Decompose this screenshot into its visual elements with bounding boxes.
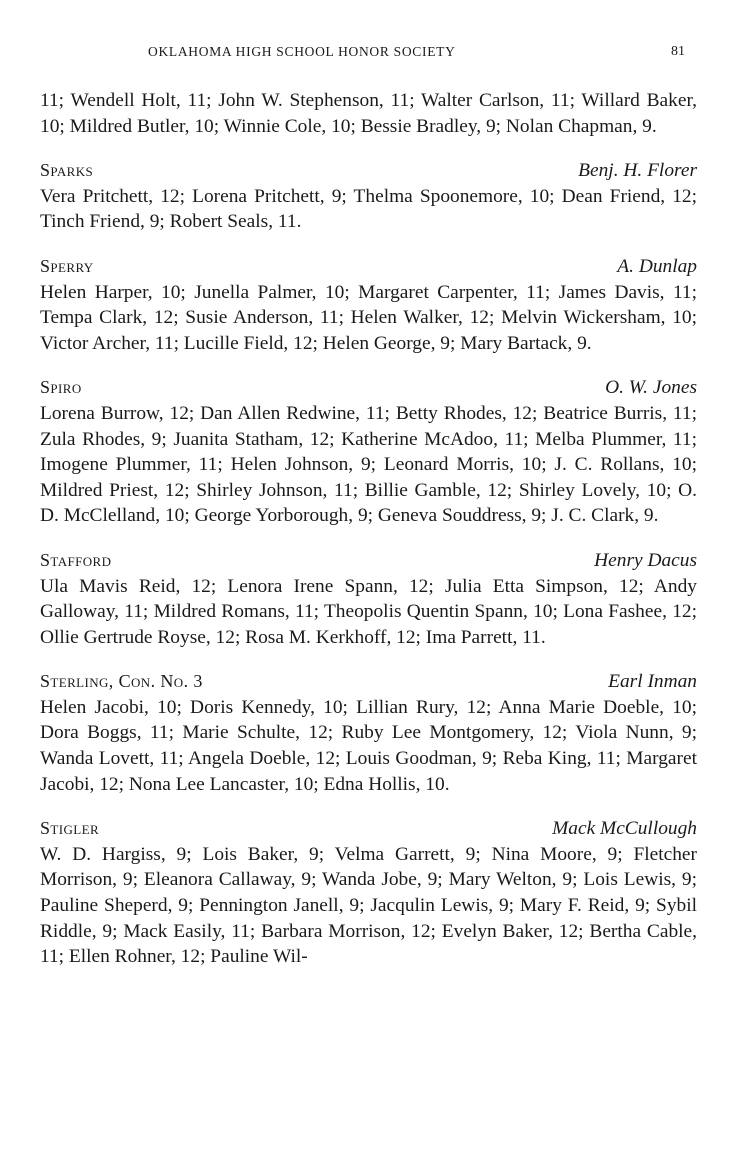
sponsor-name: Benj. H. Florer	[578, 160, 697, 182]
sponsor-name: A. Dunlap	[617, 255, 697, 277]
member-list: Helen Jacobi, 10; Doris Kennedy, 10; Lillian Rury, 12; Anna Marie Doeble, 10; Dora Boggs, 11; Marie Schulte, 12; Ruby Lee Montgomery, 12; Viola Nunn, 9; Wanda Lovett, 11; Angela Doeble, 12; Louis Goodman, 9; Reba King, 11; Margaret Jacobi, 12; Nona Lee Lancaster, 10; Edna Hollis, 10.	[40, 696, 697, 795]
school-header	[40, 375, 697, 401]
school-name: Sparks	[40, 160, 94, 181]
sponsor-name: Mack McCullough	[552, 818, 697, 840]
school-entry-sperry	[40, 254, 697, 356]
school-entry-sterling	[40, 669, 697, 797]
member-list: Lorena Burrow, 12; Dan Allen Redwine, 11; Betty Rhodes, 12; Beatrice Burris, 11; Zula Rhodes, 9; Juanita Statham, 12; Katherine McAdoo, 11; Melba Plummer, 11; Imogene Plummer, 11; Helen Johnson, 9; Leonard Morris, 10; J. C. Rollans, 10; Mildred Priest, 12; Shirley Johnson, 11; Billie Gamble, 12; Shirley Lovely, 10; O. D. McClelland, 10; George Yorborough, 9; Geneva Souddress, 9; J. C. Clark, 9.	[40, 402, 697, 527]
member-list: Ula Mavis Reid, 12; Lenora Irene Spann, 12; Julia Etta Simpson, 12; Andy Galloway, 11; Mildred Romans, 11; Theopolis Quentin Spann, 10; Lona Fashee, 12; Ollie Gertrude Royse, 12; Rosa M. Kerkhoff, 12; Ima Parrett, 11.	[40, 575, 697, 648]
school-name: Sperry	[40, 255, 94, 276]
school-header	[40, 548, 697, 574]
school-header	[40, 669, 697, 695]
page-number: 81	[671, 44, 685, 59]
sponsor-name: Earl Inman	[608, 671, 697, 693]
continuation-paragraph: 11; Wendell Holt, 11; John W. Stephenson, 11; Walter Carlson, 11; Willard Baker, 10; Mildred Butler, 10; Winnie Cole, 10; Bessie Bradley, 9; Nolan Chapman, 9.	[40, 90, 697, 137]
school-entry-stafford	[40, 548, 697, 650]
school-name: Sterling, Con. No. 3	[40, 671, 203, 692]
sponsor-name: Henry Dacus	[594, 549, 697, 571]
school-entry-stigler	[40, 816, 697, 970]
school-name: Spiro	[40, 377, 82, 398]
school-entry-sparks	[40, 158, 697, 235]
school-entry-spiro	[40, 375, 697, 529]
school-header	[40, 254, 697, 280]
running-title: OKLAHOMA HIGH SCHOOL HONOR SOCIETY	[148, 44, 456, 59]
member-list: W. D. Hargiss, 9; Lois Baker, 9; Velma Garrett, 9; Nina Moore, 9; Fletcher Morrison, 9; Eleanora Callaway, 9; Wanda Jobe, 9; Mary Welton, 9; Lois Lewis, 9; Pauline Sheperd, 9; Pennington Janell, 9; Jacqulin Lewis, 9; Mary F. Reid, 9; Sybil Riddle, 9; Mack Easily, 11; Barbara Morrison, 12; Evelyn Baker, 12; Bertha Cable, 11; Ellen Rohner, 12; Pauline Wil-	[40, 843, 697, 968]
page-body	[40, 88, 697, 970]
sponsor-name: O. W. Jones	[605, 377, 697, 399]
school-header	[40, 816, 697, 842]
school-name: Stigler	[40, 818, 100, 839]
member-list: Vera Pritchett, 12; Lorena Pritchett, 9; Thelma Spoonemore, 10; Dean Friend, 12; Tinch Friend, 9; Robert Seals, 11.	[40, 185, 697, 233]
school-name: Stafford	[40, 549, 112, 570]
member-list: Helen Harper, 10; Junella Palmer, 10; Margaret Carpenter, 11; James Davis, 11; Tempa Clark, 12; Susie Anderson, 11; Helen Walker, 12; Melvin Wickersham, 10; Victor Archer, 11; Lucille Field, 12; Helen George, 9; Mary Bartack, 9.	[40, 281, 697, 354]
school-header	[40, 158, 697, 184]
